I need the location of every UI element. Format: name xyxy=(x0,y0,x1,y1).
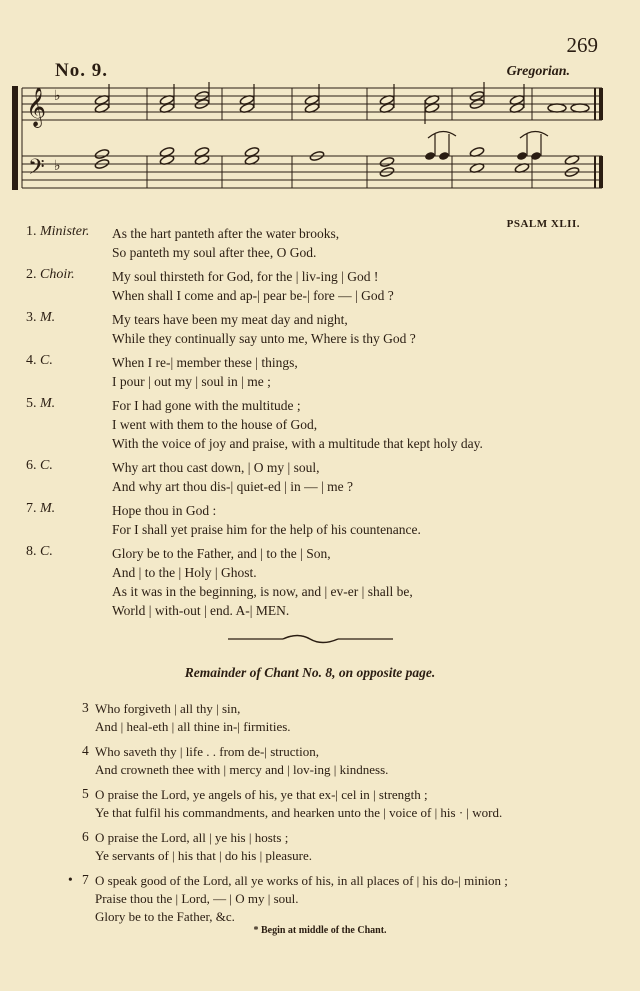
verse-line: And crowneth thee with | mercy and | lov-ing | kindness. xyxy=(95,762,389,777)
verse-number: 5. xyxy=(26,396,37,411)
svg-text:𝄢: 𝄢 xyxy=(28,155,45,185)
verse-role: M. xyxy=(40,501,56,516)
verse-line: While they continually say unto me, Where is thy God ? xyxy=(112,331,416,346)
verse-number: 4. xyxy=(26,353,37,368)
footnote-marker: • xyxy=(68,872,73,887)
verse-line: Why art thou cast down, | O my | soul, xyxy=(112,460,320,475)
remainder-title: Remainder of Chant No. 8, on opposite page. xyxy=(184,665,436,680)
verse-line: And why art thou dis-| quiet-ed | in — | me ? xyxy=(112,479,353,494)
verse-line: Ye servants of | his that | do his | pleasure. xyxy=(95,848,312,863)
verse-line: As the hart panteth after the water brooks, xyxy=(112,226,340,241)
verse xyxy=(0,353,640,391)
verse-line: And | to the | Holy | Ghost. xyxy=(112,565,257,580)
verse-number: 1. xyxy=(26,224,37,239)
psalm-label: PSALM XLII. xyxy=(506,218,580,230)
verse-role: C. xyxy=(40,458,53,473)
verse-number: 4 xyxy=(82,743,89,758)
verse-line: When shall I come and ap-| pear be-| fore — | God ? xyxy=(112,288,394,303)
verse-number: 7 xyxy=(82,872,89,887)
verse-role: Minister. xyxy=(40,224,90,239)
verse-line: My soul thirsteth for God, for the | liv-ing | God ! xyxy=(112,269,379,284)
verse-number: 6 xyxy=(82,829,89,844)
verse xyxy=(0,396,640,453)
svg-text:𝄞: 𝄞 xyxy=(26,87,47,127)
verse-line: Who forgiveth | all thy | sin, xyxy=(95,701,241,716)
verse-line: So panteth my soul after thee, O God. xyxy=(112,245,317,260)
verse-line: For I shall yet praise him for the help of his countenance. xyxy=(112,522,421,537)
verse-line: Who saveth thy | life . . from de-| struction, xyxy=(95,744,319,759)
verse-line: Hope thou in God : xyxy=(112,503,217,518)
verse-line: As it was in the beginning, is now, and | ev-er | shall be, xyxy=(112,584,413,599)
verse-role: M. xyxy=(40,396,56,411)
verse-role: C. xyxy=(40,353,53,368)
verse-line: O praise the Lord, ye angels of his, ye that ex-| cel in | strength ; xyxy=(95,787,428,802)
verse-line: Praise thou the | Lord, — | O my | soul. xyxy=(95,891,299,906)
verse xyxy=(0,310,640,348)
verse-line: World | with-out | end. A-| MEN. xyxy=(112,603,290,618)
chant-verses xyxy=(0,224,640,625)
verse-line: With the voice of joy and praise, with a multitude that kept holy day. xyxy=(112,436,483,451)
verse-number: 3 xyxy=(82,700,89,715)
verse-role: C. xyxy=(40,544,53,559)
verse xyxy=(0,544,640,620)
verse-line: I pour | out my | soul in | me ; xyxy=(112,374,271,389)
verse-role: M. xyxy=(40,310,56,325)
verse-line: Glory be to the Father, and | to the | Son, xyxy=(112,546,331,561)
verse-number: 3. xyxy=(26,310,37,325)
verse-line: O speak good of the Lord, all ye works of his, in all places of | his do-| minion ; xyxy=(95,873,508,888)
verse-line: When I re-| member these | things, xyxy=(112,355,298,370)
footnote: * Begin at middle of the Chant. xyxy=(253,925,387,936)
remainder-verse xyxy=(0,829,640,865)
verse-line: And | heal-eth | all thine in-| firmities. xyxy=(95,719,291,734)
verse-role: Choir. xyxy=(40,267,75,282)
remainder-verse xyxy=(0,786,640,822)
verse xyxy=(0,224,640,262)
remainder-verses xyxy=(0,700,640,933)
chant-number: No. 9. xyxy=(55,60,108,81)
verse-number: 8. xyxy=(26,544,37,559)
verse xyxy=(0,267,640,305)
verse-number: 6. xyxy=(26,458,37,473)
svg-text:♭: ♭ xyxy=(54,159,61,174)
verse-number: 7. xyxy=(26,501,37,516)
verse-number: 2. xyxy=(26,267,37,282)
verse-line: Glory be to the Father, &c. xyxy=(95,909,235,924)
svg-text:♭: ♭ xyxy=(54,89,61,104)
composer-label: Gregorian. xyxy=(506,64,570,79)
ornamental-divider xyxy=(228,632,393,646)
remainder-verse xyxy=(0,872,640,926)
verse xyxy=(0,458,640,496)
verse-line: O praise the Lord, all | ye his | hosts ; xyxy=(95,830,289,845)
verse-line: I went with them to the house of God, xyxy=(112,417,318,432)
verse-number: 5 xyxy=(82,786,89,801)
page-number: 269 xyxy=(566,33,598,57)
verse-line: Ye that fulfil his commandments, and hearken unto the | voice of | his · | word. xyxy=(95,805,503,820)
verse-line: For I had gone with the multitude ; xyxy=(112,398,301,413)
music-notation xyxy=(12,78,612,198)
remainder-verse xyxy=(0,700,640,736)
verse xyxy=(0,501,640,539)
remainder-verse xyxy=(0,743,640,779)
verse-line: My tears have been my meat day and night, xyxy=(112,312,348,327)
